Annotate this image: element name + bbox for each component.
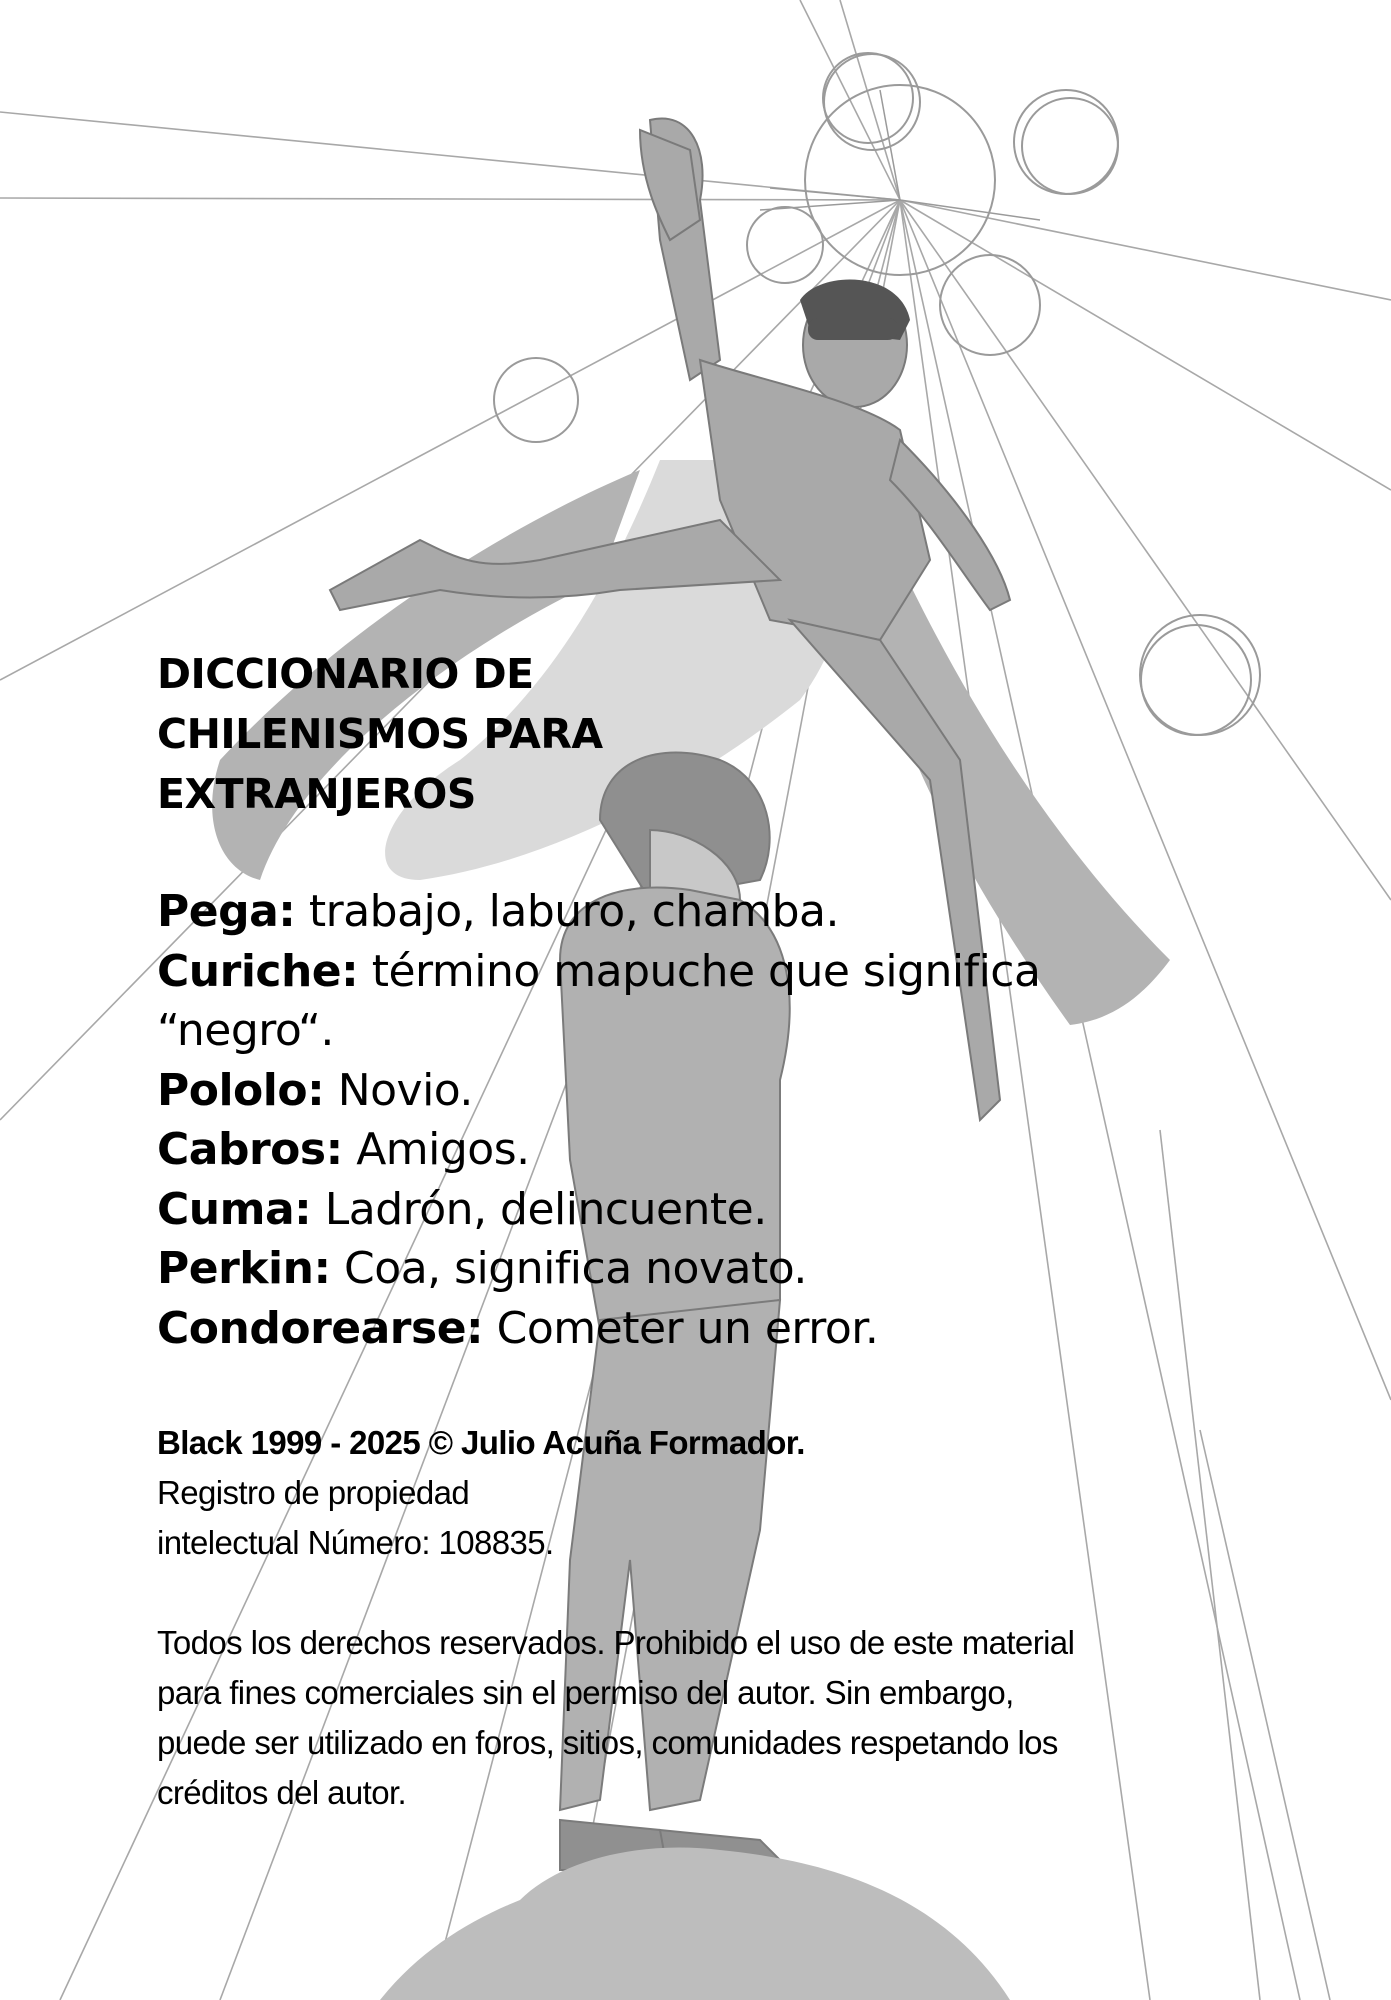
rights-line: Todos los derechos reservados. Prohibido el uso de este material — [157, 1624, 1075, 1661]
glossary-definition: “negro“. — [157, 1005, 334, 1056]
glossary-definition: Cometer un error. — [483, 1302, 879, 1354]
credits-block — [157, 1418, 1207, 1568]
glossary-term: Cabros: — [157, 1124, 343, 1175]
glossary-definition: Coa, significa novato. — [330, 1243, 807, 1294]
glossary-entry — [157, 1120, 1207, 1180]
glossary-entry — [157, 942, 1207, 1002]
glossary-entry — [157, 1180, 1207, 1240]
glossary-definition: Novio. — [324, 1064, 473, 1116]
hero-mask — [808, 318, 898, 340]
copyright-line: Black 1999 - 2025 © Julio Acuña Formador. — [157, 1424, 805, 1461]
glossary-list — [157, 882, 1207, 1358]
glossary-term: Condorearse: — [157, 1302, 484, 1354]
glossary-term: Pololo: — [157, 1064, 325, 1116]
registry-line: intelectual Número: 108835. — [157, 1524, 554, 1561]
title-line: EXTRANJEROS — [157, 770, 476, 818]
rights-line: puede ser utilizado en foros, sitios, comunidades respetando los — [157, 1724, 1058, 1761]
glossary-term: Pega: — [157, 886, 296, 937]
glossary-term: Cuma: — [157, 1183, 312, 1235]
glossary-entry-continued — [157, 1001, 1207, 1061]
glossary-entry — [157, 1299, 1207, 1359]
registry-line: Registro de propiedad — [157, 1474, 470, 1511]
glossary-entry — [157, 1061, 1207, 1121]
title-line: CHILENISMOS PARA — [157, 710, 603, 758]
title-line: DICCIONARIO DE — [157, 650, 534, 698]
glossary-term: Perkin: — [157, 1243, 331, 1294]
glossary-definition: Ladrón, delincuente. — [311, 1183, 767, 1235]
rock-ground — [380, 1847, 1010, 2000]
page-title — [157, 644, 857, 824]
rights-line: créditos del autor. — [157, 1774, 407, 1811]
glossary-entry — [157, 1239, 1207, 1299]
glossary-definition: trabajo, laburo, chamba. — [295, 886, 839, 937]
rights-line: para fines comerciales sin el permiso del autor. Sin embargo, — [157, 1674, 1014, 1711]
glossary-definition: Amigos. — [342, 1124, 530, 1175]
glossary-term: Curiche: — [157, 945, 359, 997]
glossary-entry — [157, 882, 1207, 942]
glossary-definition: término mapuche que significa — [358, 945, 1041, 997]
rights-notice — [157, 1618, 1217, 1818]
